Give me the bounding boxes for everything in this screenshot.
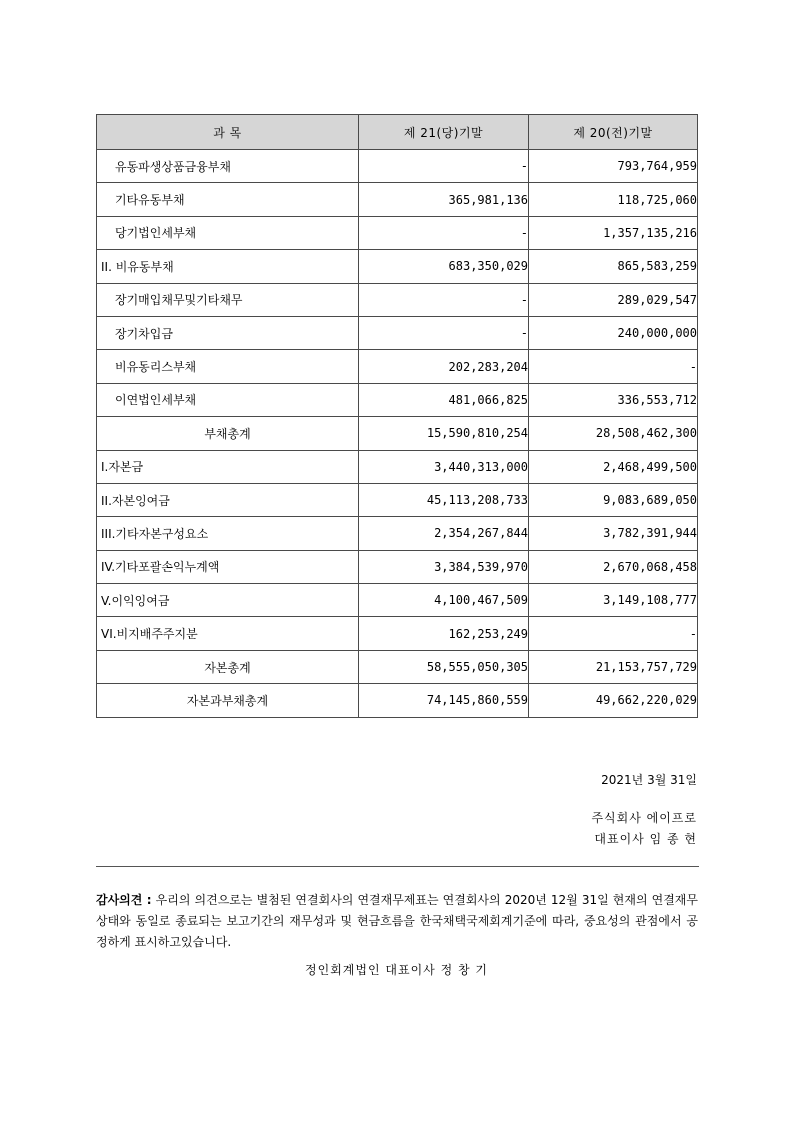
opinion-text: 우리의 의견으로는 별첨된 연결회사의 연결재무제표는 연결회사의 2020년 12월 31일 현재의 연결재무상태와 동일로 종료되는 보고기간의 재무성과 및 현금흐름을 한국채택국제회계기준에 따라, 중요성의 관점에서 공정하게 표시하고있습니다. xyxy=(96,893,698,949)
row-label: 이연법인세부채 xyxy=(97,383,359,416)
table-header-row xyxy=(97,115,698,150)
current-period-value: 4,100,467,509 xyxy=(359,584,529,617)
table-row xyxy=(97,584,698,617)
company-block xyxy=(591,808,697,850)
table-row xyxy=(97,283,698,316)
auditor-signature-line: 정인회계법인 대표이사 정 창 기 xyxy=(305,963,488,977)
prior-period-value: 865,583,259 xyxy=(529,250,698,283)
header-current-period: 제 21(당)기말 xyxy=(359,115,529,150)
current-period-value: - xyxy=(359,150,529,183)
current-period-value: 3,384,539,970 xyxy=(359,550,529,583)
table-row xyxy=(97,517,698,550)
prior-period-value: 3,149,108,777 xyxy=(529,584,698,617)
table-row xyxy=(97,450,698,483)
table-row xyxy=(97,550,698,583)
table-row xyxy=(97,383,698,416)
ceo-name: 대표이사 임 종 현 xyxy=(594,832,697,846)
prior-period-value: - xyxy=(529,350,698,383)
table-row xyxy=(97,183,698,216)
current-period-value: - xyxy=(359,316,529,349)
row-label: 자본과부채총계 xyxy=(97,684,359,717)
opinion-heading: 감사의견 : xyxy=(96,893,152,907)
row-label: II. 비유동부채 xyxy=(97,250,359,283)
prior-period-value: 3,782,391,944 xyxy=(529,517,698,550)
current-period-value: 74,145,860,559 xyxy=(359,684,529,717)
audit-opinion xyxy=(96,890,698,953)
company-name: 주식회사 에이프로 xyxy=(591,811,697,825)
current-period-value: 58,555,050,305 xyxy=(359,650,529,683)
table-row xyxy=(97,617,698,650)
prior-period-value: 2,670,068,458 xyxy=(529,550,698,583)
current-period-value: 3,440,313,000 xyxy=(359,450,529,483)
row-label: 자본총계 xyxy=(97,650,359,683)
row-label: 부채총계 xyxy=(97,417,359,450)
report-date: 2021년 3월 31일 xyxy=(601,773,697,787)
table-row xyxy=(97,483,698,516)
table-row xyxy=(97,417,698,450)
current-period-value: 202,283,204 xyxy=(359,350,529,383)
prior-period-value: 21,153,757,729 xyxy=(529,650,698,683)
table-row xyxy=(97,650,698,683)
current-period-value: - xyxy=(359,216,529,249)
header-prior-period: 제 20(전)기말 xyxy=(529,115,698,150)
table-row xyxy=(97,684,698,717)
row-label: VI.비지배주주지분 xyxy=(97,617,359,650)
row-label: 장기매입채무및기타채무 xyxy=(97,283,359,316)
row-label: 비유동리스부채 xyxy=(97,350,359,383)
table-row xyxy=(97,250,698,283)
current-period-value: 162,253,249 xyxy=(359,617,529,650)
current-period-value: 45,113,208,733 xyxy=(359,483,529,516)
table-row xyxy=(97,350,698,383)
prior-period-value: 9,083,689,050 xyxy=(529,483,698,516)
row-label: 당기법인세부채 xyxy=(97,216,359,249)
current-period-value: 15,590,810,254 xyxy=(359,417,529,450)
prior-period-value: 240,000,000 xyxy=(529,316,698,349)
prior-period-value: 336,553,712 xyxy=(529,383,698,416)
row-label: II.자본잉여금 xyxy=(97,483,359,516)
prior-period-value: 49,662,220,029 xyxy=(529,684,698,717)
row-label: 장기차입금 xyxy=(97,316,359,349)
row-label: IV.기타포괄손익누계액 xyxy=(97,550,359,583)
row-label: 기타유동부채 xyxy=(97,183,359,216)
header-account: 과 목 xyxy=(97,115,359,150)
current-period-value: 365,981,136 xyxy=(359,183,529,216)
row-label: 유동파생상품금융부채 xyxy=(97,150,359,183)
divider xyxy=(96,866,699,867)
prior-period-value: 289,029,547 xyxy=(529,283,698,316)
row-label: V.이익잉여금 xyxy=(97,584,359,617)
prior-period-value: 118,725,060 xyxy=(529,183,698,216)
prior-period-value: - xyxy=(529,617,698,650)
current-period-value: 683,350,029 xyxy=(359,250,529,283)
table-row xyxy=(97,316,698,349)
prior-period-value: 28,508,462,300 xyxy=(529,417,698,450)
current-period-value: 481,066,825 xyxy=(359,383,529,416)
row-label: I.자본금 xyxy=(97,450,359,483)
table-row xyxy=(97,216,698,249)
table-body xyxy=(97,150,698,718)
prior-period-value: 793,764,959 xyxy=(529,150,698,183)
current-period-value: - xyxy=(359,283,529,316)
prior-period-value: 1,357,135,216 xyxy=(529,216,698,249)
row-label: III.기타자본구성요소 xyxy=(97,517,359,550)
prior-period-value: 2,468,499,500 xyxy=(529,450,698,483)
current-period-value: 2,354,267,844 xyxy=(359,517,529,550)
financial-statement-table xyxy=(96,114,698,718)
table-row xyxy=(97,150,698,183)
